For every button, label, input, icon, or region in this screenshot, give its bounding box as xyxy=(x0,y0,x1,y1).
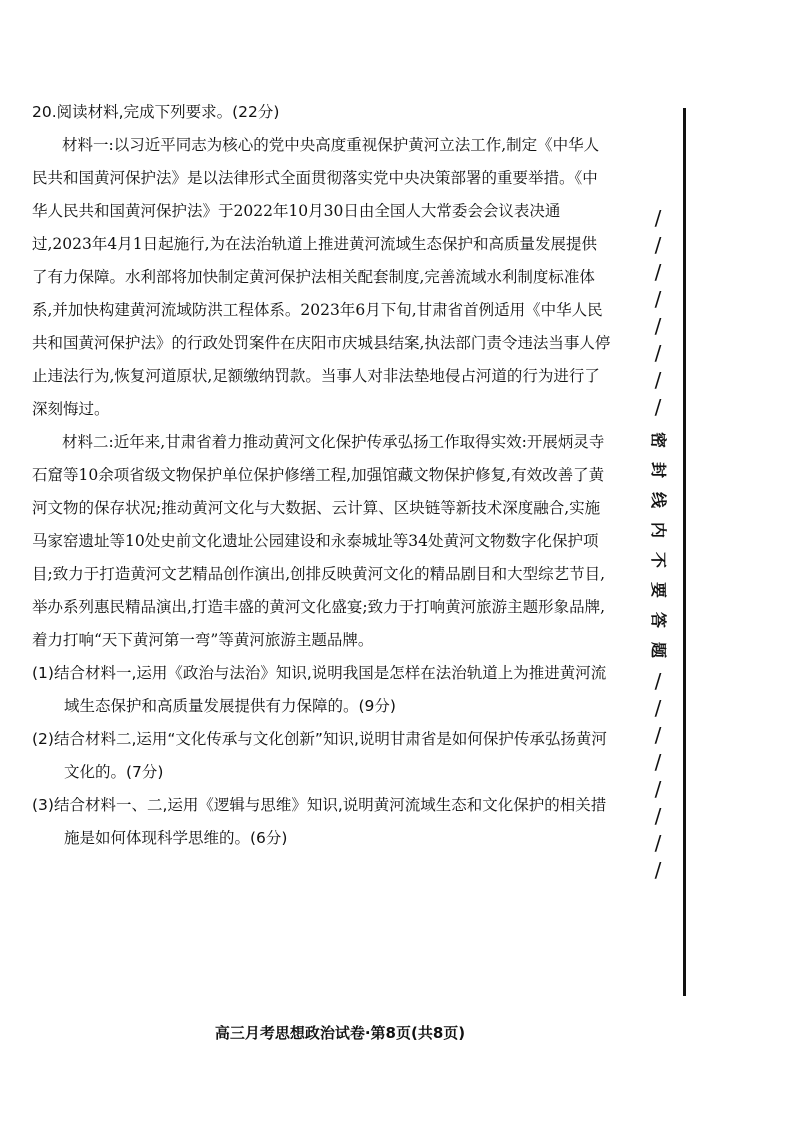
binding-dash-mark: / xyxy=(654,206,662,230)
notice-char: 封 xyxy=(648,461,668,479)
sub-question-1 xyxy=(32,657,612,723)
binding-dash-mark: / xyxy=(654,804,662,828)
binding-dash-mark: / xyxy=(654,260,662,284)
material-one xyxy=(32,129,612,426)
binding-dash-mark: / xyxy=(654,287,662,311)
material-two-text: 材料二:近年来,甘肃省着力推动黄河文化保护传承弘扬工作取得实效:开展炳灵寺石窟等10余项省级文物保护单位保护修缮工程,加强馆藏文物保护修复,有效改善了黄河文物的保存状况;推动黄河文化与大数据、云计算、区块链等新技术深度融合,实施马家窑遗址等10处史前文化遗址公园建设和永泰城址等34处黄河文物数字化保护项目;致力于打造黄河文艺精品创作演出,创排反映黄河文化的精品剧目和大型综艺节目,举办系列惠民精品演出,打造丰盛的黄河文化盛宴;致力于打响黄河旅游主题形象品牌,着力打响“天下黄河第一弯”等黄河旅游主题品牌。 xyxy=(32,433,606,649)
binding-dash-mark: / xyxy=(654,341,662,365)
binding-dash-mark: / xyxy=(654,368,662,392)
binding-dash-mark: / xyxy=(654,395,662,419)
notice-char: 密 xyxy=(648,431,668,449)
seal-line-notice xyxy=(643,425,673,665)
sub-question-1-text: (1)结合材料一,运用《政治与法治》知识,说明我国是怎样在法治轨道上为推进黄河流域生态保护和高质量发展提供有力保障的。(9分) xyxy=(32,664,607,715)
binding-dash-mark: / xyxy=(654,696,662,720)
notice-char: 线 xyxy=(648,491,668,509)
footer-text: 高三月考思想政治试卷·第8页(共8页) xyxy=(214,1024,466,1042)
sub-question-2-text: (2)结合材料二,运用“文化传承与文化创新”知识,说明甘肃省是如何保护传承弘扬黄河文化的。(7分) xyxy=(32,730,607,781)
binding-dash-mark: / xyxy=(654,233,662,257)
notice-char: 题 xyxy=(648,641,668,659)
page-footer xyxy=(0,1022,800,1043)
binding-dash-mark: / xyxy=(654,669,662,693)
material-one-text: 材料一:以习近平同志为核心的党中央高度重视保护黄河立法工作,制定《中华人民共和国黄河保护法》是以法律形式全面贯彻落实党中央决策部署的重要举措。《中华人民共和国黄河保护法》于2022年10月30日由全国人大常委会会议表决通过,2023年4月1日起施行,为在法治轨道上推进黄河流域生态保护和高质量发展提供了有力保障。水利部将加快制定黄河保护法相关配套制度,完善流域水利制度标准体系,并加快构建黄河流域防洪工程体系。2023年6月下旬,甘肃省首例适用《中华人民共和国黄河保护法》的行政处罚案件在庆阳市庆城县结案,执法部门责令违法当事人停止违法行为,恢复河道原状,足额缴纳罚款。当事人对非法垫地侵占河道的行为进行了深刻悔过。 xyxy=(32,136,611,418)
binding-dash-column-top xyxy=(643,205,673,421)
sub-question-3 xyxy=(32,789,612,855)
sub-question-3-text: (3)结合材料一、二,运用《逻辑与思维》知识,说明黄河流域生态和文化保护的相关措施是如何体现科学思维的。(6分) xyxy=(32,796,607,847)
binding-dash-mark: / xyxy=(654,314,662,338)
question-block xyxy=(32,96,612,855)
notice-char: 不 xyxy=(648,551,668,569)
notice-char: 答 xyxy=(648,611,668,629)
material-two xyxy=(32,426,612,657)
binding-dash-mark: / xyxy=(654,777,662,801)
notice-char: 要 xyxy=(648,581,668,599)
binding-dash-mark: / xyxy=(654,831,662,855)
sub-question-2 xyxy=(32,723,612,789)
binding-dash-mark: / xyxy=(654,858,662,882)
binding-vertical-line xyxy=(683,108,686,996)
binding-dash-column-bottom xyxy=(643,668,673,884)
binding-dash-mark: / xyxy=(654,723,662,747)
question-title: 20.阅读材料,完成下列要求。(22分) xyxy=(32,103,280,121)
notice-char: 内 xyxy=(648,521,668,539)
binding-dash-mark: / xyxy=(654,750,662,774)
